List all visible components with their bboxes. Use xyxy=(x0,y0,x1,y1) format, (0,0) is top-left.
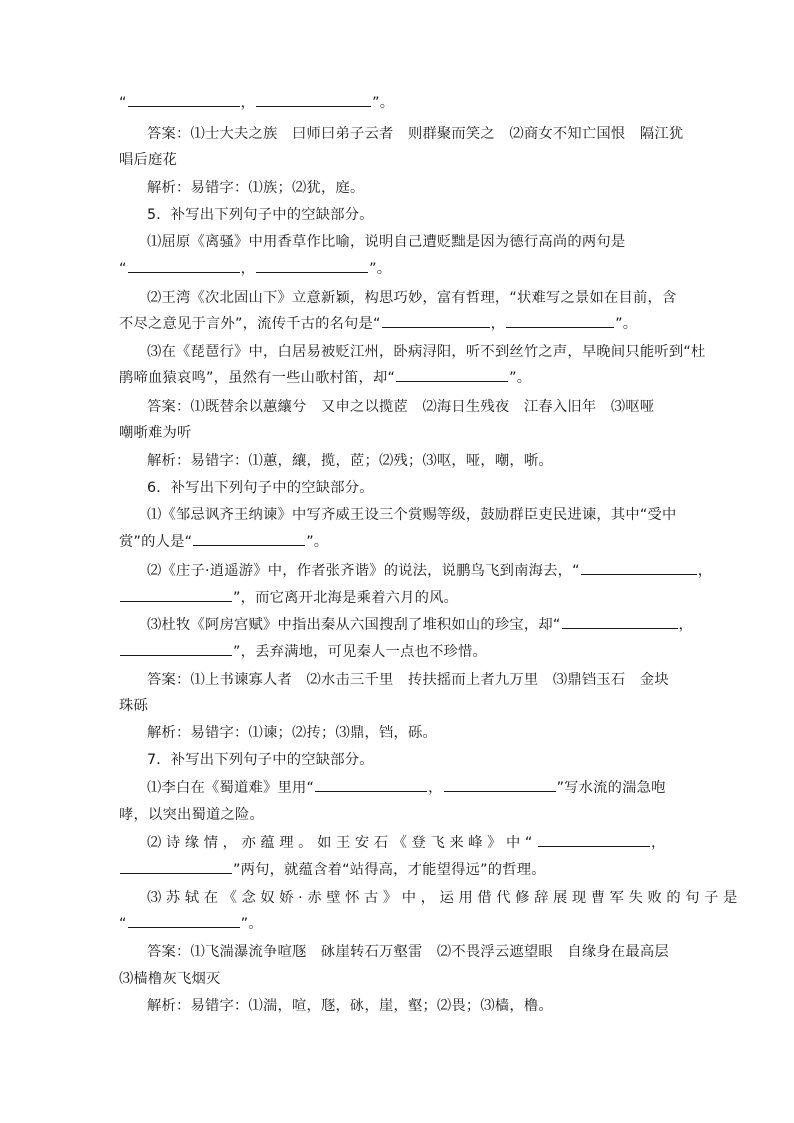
quote-close: ”。 xyxy=(369,261,392,277)
answer-blank[interactable] xyxy=(538,831,650,847)
question-7-3: ⑶苏轼在《念奴娇·赤壁怀古》中，运用借代修辞展现曹军失败的句子是 xyxy=(147,890,742,906)
comma: ， xyxy=(240,261,256,277)
answer-blank[interactable] xyxy=(444,776,556,792)
blank-line-q6-2b xyxy=(119,586,458,610)
quote-close: ”。 xyxy=(372,95,395,111)
question-heading-7: 7．补写出下列句子中的空缺部分。 xyxy=(147,752,374,768)
question-7-1-cont: 哮，以突出蜀道之险。 xyxy=(119,807,264,823)
comma: ， xyxy=(490,316,506,332)
analysis-text: 解析：易错字：⑴谏；⑵抟；⑶鼎，铛，砾。 xyxy=(147,725,437,741)
quote-close: ”。 xyxy=(240,916,263,932)
question-text: ”写水流的湍急咆 xyxy=(556,780,666,796)
quote-close: ”。 xyxy=(306,534,329,550)
question-text: ”两句，就蕴含着“站得高，才能望得远”的哲理。 xyxy=(233,862,546,878)
answer-blank[interactable] xyxy=(562,613,678,629)
answer-blank[interactable] xyxy=(128,91,240,107)
answer-text: 答案：⑴飞湍瀑流争喧豗 砯崖转石万壑雷 ⑵不畏浮云遮望眼 自缘身在最高层 xyxy=(147,944,669,960)
quote-open: “ xyxy=(119,261,127,277)
answer-blank[interactable] xyxy=(256,257,368,273)
comma: ， xyxy=(428,780,443,796)
comma: ， xyxy=(240,95,256,111)
answer-blank[interactable] xyxy=(120,640,232,656)
question-text: ⑵诗缘情，亦蕴理。如王安石《登飞来峰》中“ xyxy=(147,835,537,851)
question-text: ”，而它离开北海是乘着六月的风。 xyxy=(233,590,459,606)
comma: ， xyxy=(678,617,694,633)
blank-line-q7-3 xyxy=(119,912,263,936)
question-heading-5: 5．补写出下列句子中的空缺部分。 xyxy=(147,207,374,223)
answer-blank[interactable] xyxy=(128,912,240,928)
answer-text: 答案：⑴既替余以蕙纕兮 又申之以揽茝 ⑵海日生残夜 江春入旧年 ⑶呕哑 xyxy=(147,399,655,415)
question-heading-6: 6．补写出下列句子中的空缺部分。 xyxy=(147,480,374,496)
answer-blank[interactable] xyxy=(128,257,240,273)
quote-open: “ xyxy=(119,95,127,111)
question-text: 赏”的人是“ xyxy=(119,534,193,550)
blank-line-q6-1 xyxy=(119,530,328,554)
comma: ， xyxy=(697,563,713,579)
blank-line-q6-2a xyxy=(147,559,712,583)
quote-close: ”。 xyxy=(509,370,532,386)
answer-blank[interactable] xyxy=(120,858,232,874)
answer-blank[interactable] xyxy=(120,586,232,602)
answer-text-cont: 唱后庭花 xyxy=(119,152,177,168)
blank-line-q6-3a xyxy=(147,613,693,637)
question-5-3: ⑶在《琵琶行》中，白居易被贬江州，卧病浔阳，听不到丝竹之声，早晚间只能听到“杜 xyxy=(147,344,706,360)
question-text: ⑶杜牧《阿房宫赋》中指出秦从六国搜刮了堆积如山的珍宝，却“ xyxy=(147,617,561,633)
answer-blank[interactable] xyxy=(382,312,490,328)
blank-line-q7-2a xyxy=(147,831,670,855)
answer-text-cont: 珠砾 xyxy=(119,698,148,714)
answer-text-cont: ⑶樯橹灰飞烟灭 xyxy=(119,971,221,987)
blank-line-q5-1 xyxy=(119,257,391,281)
blank-line-q6-3b xyxy=(119,640,487,664)
answer-text-cont: 嘲哳难为听 xyxy=(119,425,192,441)
answer-blank[interactable] xyxy=(506,312,614,328)
question-text: ⑵《庄子·逍遥游》中，作者张齐谐》的说法，说鹏鸟飞到南海去，“ xyxy=(147,563,580,579)
question-text: 不尽之意见于言外”，流传千古的名句是“ xyxy=(119,316,381,332)
question-text: ⑴李白在《蜀道难》里用“ xyxy=(147,780,315,796)
answer-blank[interactable] xyxy=(193,530,305,546)
blank-line-q7-2b xyxy=(119,858,546,882)
question-5-2: ⑵王湾《次北固山下》立意新颖，构思巧妙，富有哲理，“状难写之景如在目前，含 xyxy=(147,290,677,306)
question-text: 鹃啼血猿哀鸣”，虽然有一些山歌村笛，却“ xyxy=(119,370,396,386)
blank-line-q5-2 xyxy=(119,312,637,336)
question-5-1: ⑴屈原《离骚》中用香草作比喻，说明自己遭贬黜是因为德行高尚的两句是 xyxy=(147,234,626,250)
question-text: ”，丢弃满地，可见秦人一点也不珍惜。 xyxy=(233,644,488,660)
answer-blank[interactable] xyxy=(581,559,697,575)
answer-blank[interactable] xyxy=(396,366,508,382)
answer-blank[interactable] xyxy=(315,776,427,792)
answer-blank[interactable] xyxy=(256,91,371,107)
analysis-text: 解析：易错字：⑴湍，喧，豗，砯，崖，壑；⑵畏；⑶樯，橹。 xyxy=(147,998,553,1014)
analysis-text: 解析：易错字：⑴族；⑵犹，庭。 xyxy=(147,180,365,196)
blank-line-q4 xyxy=(119,91,394,115)
answer-text: 答案：⑴上书谏寡人者 ⑵水击三千里 抟扶摇而上者九万里 ⑶鼎铛玉石 金块 xyxy=(147,672,669,688)
comma: ， xyxy=(650,835,670,851)
quote-close: ”。 xyxy=(615,316,638,332)
analysis-text: 解析：易错字：⑴蕙，纕，揽，茝；⑵残；⑶呕，哑，嘲，哳。 xyxy=(147,453,553,469)
answer-text: 答案：⑴士大夫之族 曰师曰弟子云者 则群聚而笑之 ⑵商女不知亡国恨 隔江犹 xyxy=(147,126,684,142)
question-6-1: ⑴《邹忌讽齐王纳谏》中写齐威王设三个赏赐等级，鼓励群臣吏民进谏，其中“受中 xyxy=(147,507,677,523)
blank-line-q5-3 xyxy=(119,366,531,390)
blank-line-q7-1 xyxy=(147,776,666,800)
quote-open: “ xyxy=(119,916,127,932)
